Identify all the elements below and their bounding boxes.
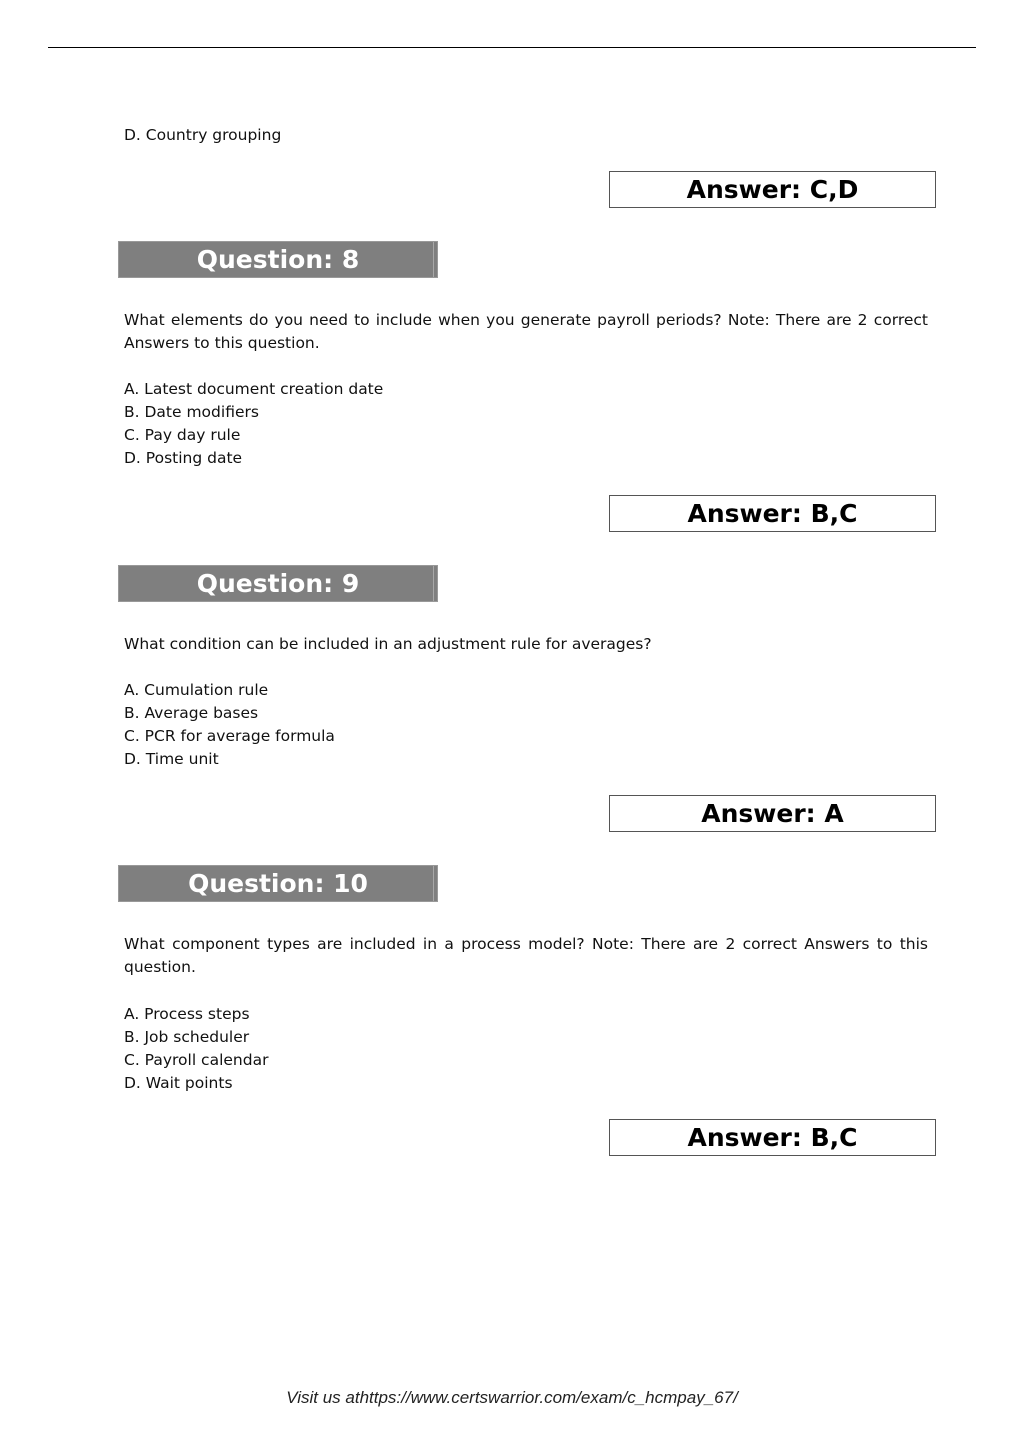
question-text: What elements do you need to include when you generate payroll periods? Note: There are 2 correct Answers to this question. (124, 311, 928, 352)
question-banner: Question: 8 (118, 241, 438, 278)
answer-box: Answer: C,D (609, 171, 936, 208)
answer-box: Answer: B,C (609, 495, 936, 532)
option-c: C. Payroll calendar (124, 1051, 269, 1069)
option-b: B. Job scheduler (124, 1028, 250, 1046)
option-b: B. Average bases (124, 704, 259, 722)
option-d: D. Time unit (124, 750, 219, 768)
question-text: What condition can be included in an adjustment rule for averages? (124, 635, 652, 653)
option-a: A. Process steps (124, 1005, 250, 1023)
option-c: C. Pay day rule (124, 426, 241, 444)
answer-box: Answer: A (609, 795, 936, 832)
options-list (124, 1003, 268, 1095)
options-list (124, 378, 383, 470)
question-text: What component types are included in a process model? Note: There are 2 correct Answers to this question. (124, 935, 928, 976)
option-a: A. Cumulation rule (124, 681, 269, 699)
option-a: A. Latest document creation date (124, 380, 384, 398)
option-c: C. PCR for average formula (124, 727, 335, 745)
option-d: D. Posting date (124, 449, 243, 467)
options-list (124, 679, 335, 771)
answer-box: Answer: B,C (609, 1119, 936, 1156)
previous-question-option: D. Country grouping (124, 126, 282, 144)
header-rule (48, 47, 976, 48)
option-d: D. Wait points (124, 1074, 233, 1092)
question-banner: Question: 10 (118, 865, 438, 902)
footer-link-text[interactable]: Visit us athttps://www.certswarrior.com/exam/c_hcmpay_67/ (286, 1388, 738, 1407)
question-banner: Question: 9 (118, 565, 438, 602)
option-b: B. Date modifiers (124, 403, 259, 421)
